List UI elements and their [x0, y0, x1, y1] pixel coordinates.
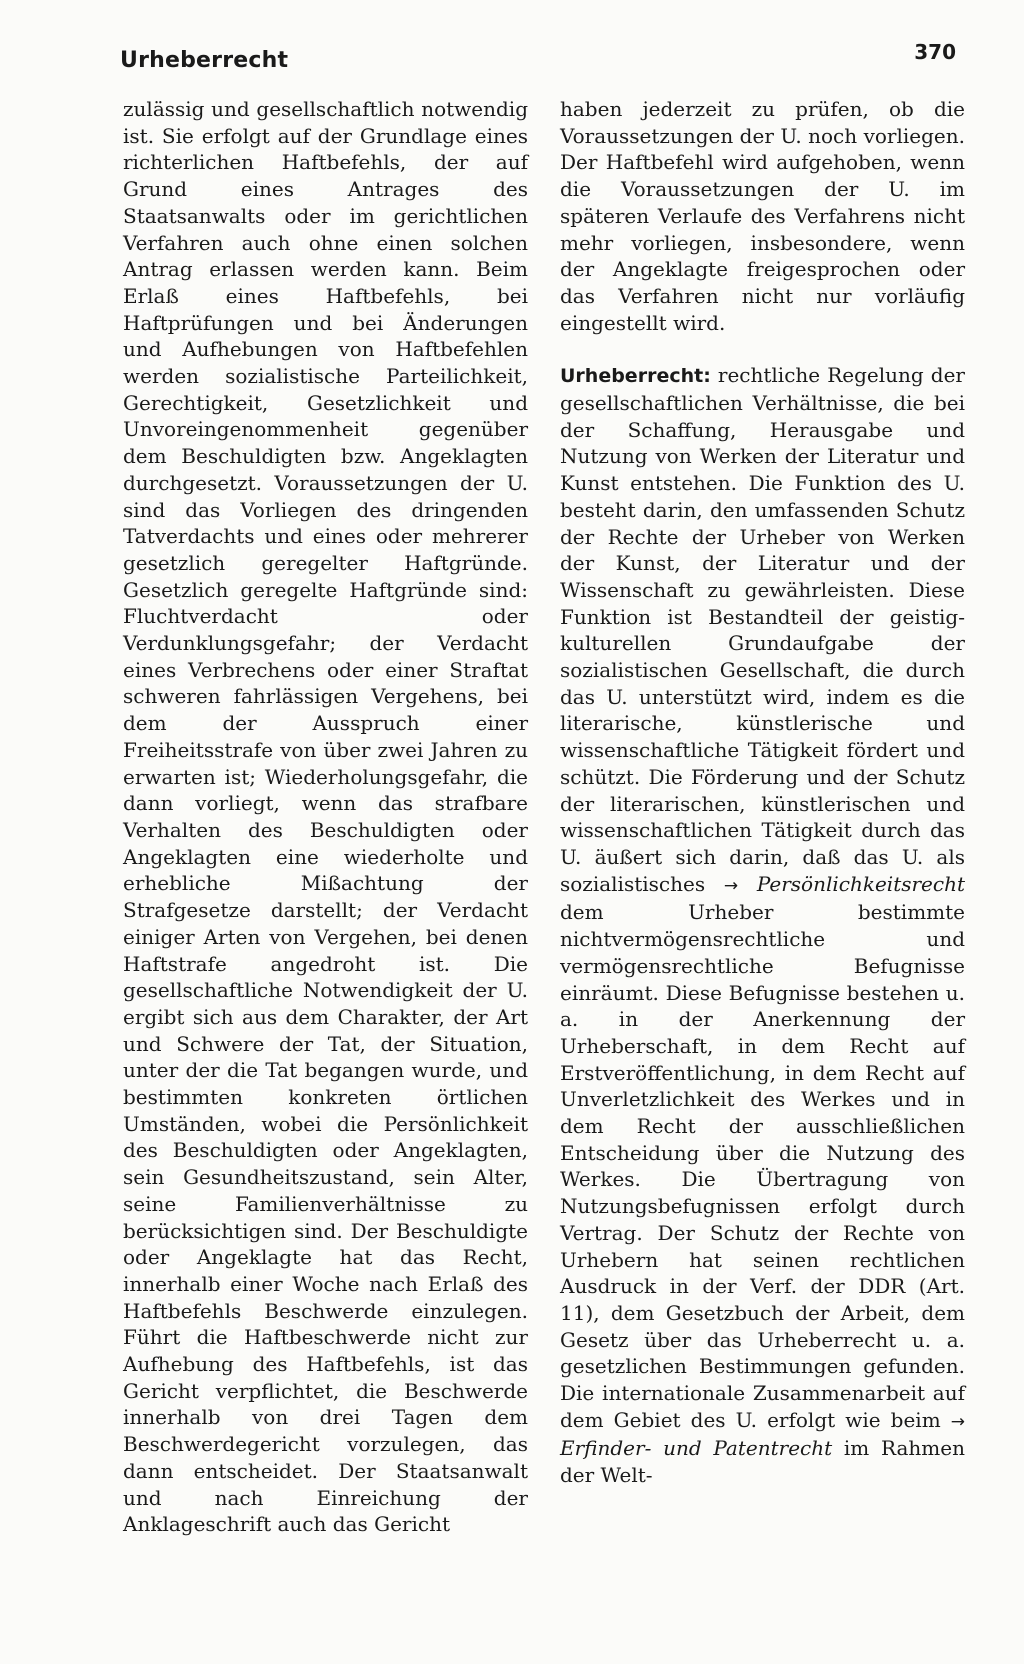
running-head: Urheberrecht [120, 48, 289, 73]
page-header [120, 40, 956, 88]
page-number: 370 [914, 40, 956, 64]
body-paragraph: zulässig und gesellschaftlich notwendig ist. Sie erfolgt auf der Grundlage eines richterlichen Haftbefehls, der auf Grund eines Antrages des Staatsanwalts oder im gerichtlichen Verfahren auch ohne einen solchen Antrag erlassen werden kann. Beim Erlaß eines Haftbefehls, bei Haftprüfungen und bei Änderungen und Aufhebungen von Haftbefehlen werden sozialistische Parteilichkeit, Gerechtigkeit, Gesetzlichkeit und Unvoreingenommenheit gegenüber dem Beschuldigten bzw. Angeklagten durchgesetzt. Voraussetzungen der U. sind das Vorliegen des dringenden Tatverdachts und eines oder mehrerer gesetzlich geregelter Haftgründe. Gesetzlich geregelte Haftgründe sind: Fluchtverdacht oder Verdunklungsgefahr; der Verdacht eines Verbrechens oder einer Straftat schweren fahrlässigen Vergehens, bei dem der Ausspruch einer Freiheitsstrafe von über zwei Jahren zu erwarten ist; Wiederholungsgefahr, die dann vorliegt, wenn das strafbare Verhalten des Beschuldigten oder Angeklagten eine wiederholte und erhebliche Mißachtung der Strafgesetze darstellt; der Verdacht einiger Arten von Vergehen, bei denen Haftstrafe angedroht ist. Die gesellschaftliche Notwendigkeit der U. ergibt sich aus dem Charakter, der Art und Schwere der Tat, der Situation, unter der die Tat begangen wurde, und bestimmten konkreten örtlichen Umständen, wobei die Persönlichkeit des Beschuldigten oder Angeklagten, sein Gesundheitszustand, sein Alter, seine Familienverhältnisse zu berücksichtigen sind. Der Beschuldigte oder Angeklagte hat das Recht, innerhalb einer Woche nach Erlaß des Haftbefehls Beschwerde einzulegen. Führt die Haftbeschwerde nicht zur Aufhebung des Haftbefehls, ist das Gericht verpflichtet, die Beschwerde innerhalb von drei Tagen dem Beschwerdegericht vorzulegen, das dann entscheidet. Der Staatsanwalt und nach Einreichung der Anklageschrift auch das Gericht [123, 97, 528, 1537]
cross-reference-arrow-icon: → [723, 875, 739, 896]
entry-lemma: Urheberrecht: [560, 365, 711, 388]
cross-reference-erfinderrecht[interactable]: Erfinder- und Patentrecht [560, 1436, 833, 1461]
left-column [123, 96, 528, 1538]
dictionary-entry [560, 362, 965, 1489]
cross-reference-arrow-icon: → [950, 1411, 966, 1432]
entry-text-2: dem Urheber bestimmte nichtvermögensrechtliche und vermögensrechtliche Befugnisse einräumt. Diese Befugnisse bestehen u. a. in der Anerkennung der Urheberschaft, in dem Recht auf Erstveröffentlichung, in dem Recht auf Unverletzlichkeit des Werkes und in dem Recht der ausschließlichen Entscheidung über die Nutzung des Werkes. Die Übertragung von Nutzungsbefugnissen erfolgt durch Vertrag. Der Schutz der Rechte von Urhebern hat seinen rechtlichen Ausdruck in der Verf. der DDR (Art. 11), dem Gesetzbuch der Arbeit, dem Gesetz über das Urheberrecht u. a. gesetzlichen Bestimmungen gefunden. Die internationale Zusammenarbeit auf dem Gebiet des U. erfolgt wie beim [560, 900, 965, 1432]
entry-text-1: rechtliche Regelung der gesellschaftlichen Verhältnisse, die bei der Schaffung, Herausgabe und Nutzung von Werken der Literatur und Kunst entstehen. Die Funktion des U. besteht darin, den umfassenden Schutz der Rechte der Urheber von Werken der Kunst, der Literatur und der Wissenschaft zu gewährleisten. Diese Funktion ist Bestandteil der geistig-kulturellen Grundaufgabe der sozialistischen Gesellschaft, die durch das U. unterstützt wird, indem es die literarische, künstlerische und wissenschaftliche Tätigkeit fördert und schützt. Die Förderung und der Schutz der literarischen, künstlerischen und wissenschaftlichen Tätigkeit durch das U. äußert sich darin, daß das U. als sozialistisches [560, 363, 965, 896]
continuation-paragraph: haben jederzeit zu prüfen, ob die Voraussetzungen der U. noch vorliegen. Der Haftbefehl wird aufgehoben, wenn die Voraussetzungen der U. im späteren Verlaufe des Verfahrens nicht mehr vorliegen, insbesondere, wenn der Angeklagte freigesprochen oder das Verfahren nicht nur vorläufig eingestellt wird. [560, 97, 965, 335]
right-column [560, 96, 965, 1489]
entry-text-3: im Rahmen der Welt- [560, 1436, 965, 1488]
cross-reference-persoenlichkeitsrecht[interactable]: Persönlichkeitsrecht [756, 871, 966, 896]
